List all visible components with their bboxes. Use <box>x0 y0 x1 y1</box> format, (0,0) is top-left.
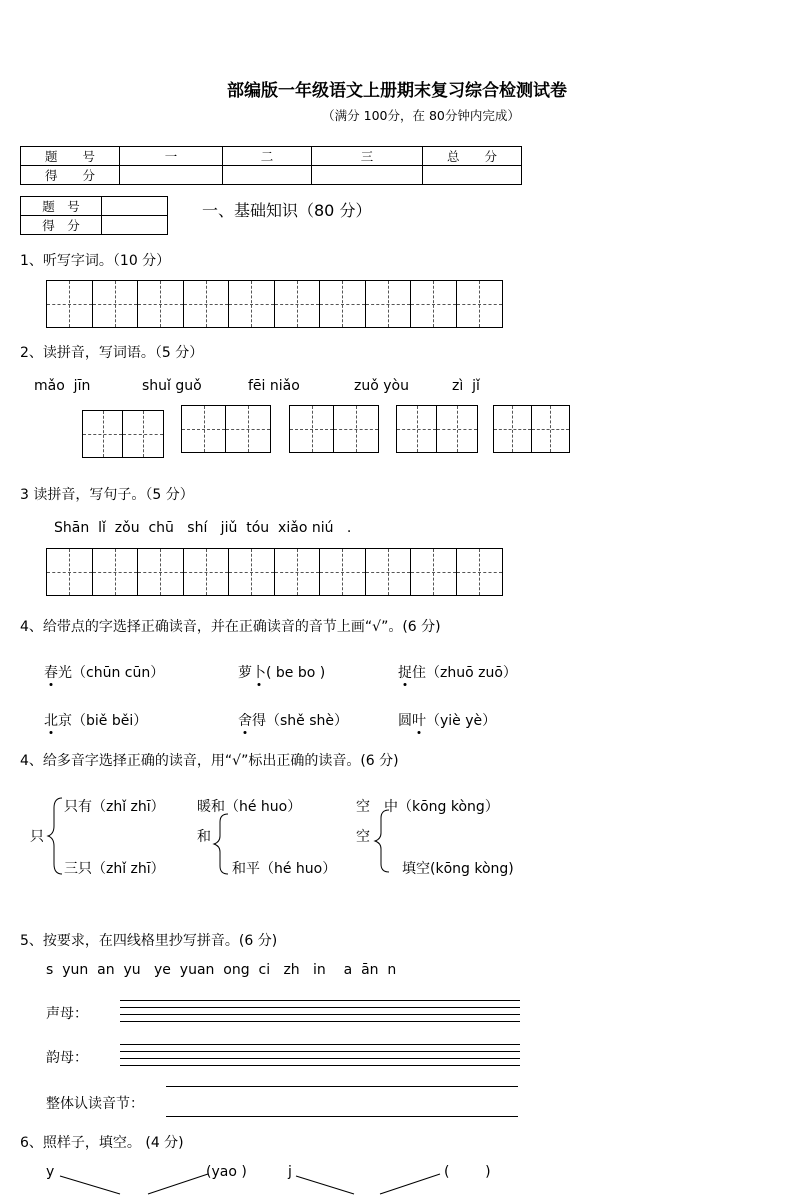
dotted-char: 捉 <box>398 662 412 682</box>
he-top-option[interactable]: 暖和（hé huo） <box>197 799 302 815</box>
q4a-label: 4、给带点的字选择正确读音，并在正确读音的音节上画“√”。(6 分) <box>20 619 441 635</box>
q6-j: j <box>288 1164 292 1180</box>
he-char: 和 <box>197 829 211 845</box>
q6-answer-blank[interactable]: ( ) <box>444 1164 491 1180</box>
zhi-bottom-option[interactable]: 三只（zhǐ zhī） <box>64 861 165 877</box>
q6-y: y <box>46 1164 55 1180</box>
section-box-label: 题 号 <box>21 197 102 216</box>
q2-box-5[interactable] <box>493 405 570 453</box>
q2-pinyin-4: zuǒ yòu <box>354 378 409 394</box>
shengmu-four-line-grid[interactable] <box>120 1000 520 1028</box>
score-header-cell: 三 <box>312 147 423 166</box>
shengmu-label: 声母： <box>46 1006 88 1022</box>
section-score-box <box>20 196 168 235</box>
zhengti-four-line-grid[interactable] <box>166 1086 518 1123</box>
q2-pinyin-3: fēi niǎo <box>248 378 300 394</box>
dotted-char: 叶 <box>412 710 426 730</box>
q5-label: 5、按要求，在四线格里抄写拼音。(6 分) <box>20 933 278 949</box>
kong-bottom-option[interactable]: 填空(kōng kòng) <box>402 861 514 877</box>
dotted-char: 舍 <box>238 710 252 730</box>
score-header-cell: 题 号 <box>21 147 120 166</box>
q6-match-lines-1 <box>58 1168 218 1198</box>
score-input-cell[interactable] <box>223 166 312 185</box>
dotted-char: 北 <box>44 710 58 730</box>
q4a-item-2[interactable]: 萝卜( be bo ) <box>238 662 325 682</box>
q6-yao: (yao ) <box>206 1164 247 1180</box>
score-row-label: 得 分 <box>21 166 120 185</box>
yunmu-label: 韵母： <box>46 1050 88 1066</box>
q2-pinyin-2: shuǐ guǒ <box>142 378 202 394</box>
score-input-cell[interactable] <box>120 166 223 185</box>
zhi-char: 只 <box>30 829 44 845</box>
yunmu-four-line-grid[interactable] <box>120 1044 520 1072</box>
q4a-item-6[interactable]: 圆叶（yiè yè） <box>398 710 496 730</box>
he-bottom-option[interactable]: 和平（hé huo） <box>232 861 337 877</box>
q1-label: 1、听写字词。（10 分） <box>20 253 171 269</box>
kong-brace <box>373 808 391 874</box>
he-brace <box>212 812 230 876</box>
q3-pinyin: Shān lǐ zǒu chū shí jiǔ tóu xiǎo niú . <box>54 520 352 536</box>
exam-subtitle: （满分 100分，在 80分钟内完成） <box>322 108 520 123</box>
q2-label: 2、读拼音，写词语。（5 分） <box>20 345 204 361</box>
kong-top-char: 空 <box>356 799 370 815</box>
q2-box-3[interactable] <box>289 405 379 453</box>
q4a-item-4[interactable]: 北京（biě běi） <box>44 710 147 730</box>
section-box-input[interactable] <box>102 216 168 235</box>
q4a-item-5[interactable]: 舍得（shě shè） <box>238 710 348 730</box>
q3-writing-grid[interactable] <box>46 548 503 596</box>
q2-box-1[interactable] <box>82 410 164 458</box>
q6-label: 6、照样子，填空。 (4 分) <box>20 1135 184 1151</box>
q2-pinyin-1: mǎo jīn <box>34 378 91 394</box>
section-title: 一、基础知识（80 分） <box>202 201 372 220</box>
score-input-cell[interactable] <box>312 166 423 185</box>
score-input-cell[interactable] <box>423 166 522 185</box>
score-header-cell: 一 <box>120 147 223 166</box>
section-box-label: 得 分 <box>21 216 102 235</box>
dotted-char: 卜 <box>252 662 266 682</box>
q5-letters: s yun an yu ye yuan ong ci zh in a ān n <box>46 962 397 978</box>
zhengti-label: 整体认读音节： <box>46 1096 144 1112</box>
zhi-brace <box>46 796 64 876</box>
q2-box-4[interactable] <box>396 405 478 453</box>
q4a-item-3[interactable]: 捉住（zhuō zuō） <box>398 662 517 682</box>
q6-match-lines-2 <box>294 1168 444 1198</box>
dotted-char: 春 <box>44 662 58 682</box>
q3-label: 3 读拼音，写句子。（5 分） <box>20 487 194 503</box>
q4a-item-1[interactable]: 春光（chūn cūn） <box>44 662 164 682</box>
exam-title: 部编版一年级语文上册期末复习综合检测试卷 <box>227 81 567 101</box>
q4b-label: 4、给多音字选择正确的读音，用“√”标出正确的读音。(6 分) <box>20 753 399 769</box>
q2-pinyin-5: zì jǐ <box>452 378 480 394</box>
kong-top-option[interactable]: 中（kōng kòng） <box>384 799 499 815</box>
score-header-cell: 总 分 <box>423 147 522 166</box>
score-header-cell: 二 <box>223 147 312 166</box>
q2-box-2[interactable] <box>181 405 271 453</box>
section-box-input[interactable] <box>102 197 168 216</box>
score-table <box>20 146 522 185</box>
zhi-top-option[interactable]: 只有（zhǐ zhī） <box>64 799 165 815</box>
kong-char: 空 <box>356 829 370 845</box>
q1-writing-grid[interactable] <box>46 280 503 328</box>
